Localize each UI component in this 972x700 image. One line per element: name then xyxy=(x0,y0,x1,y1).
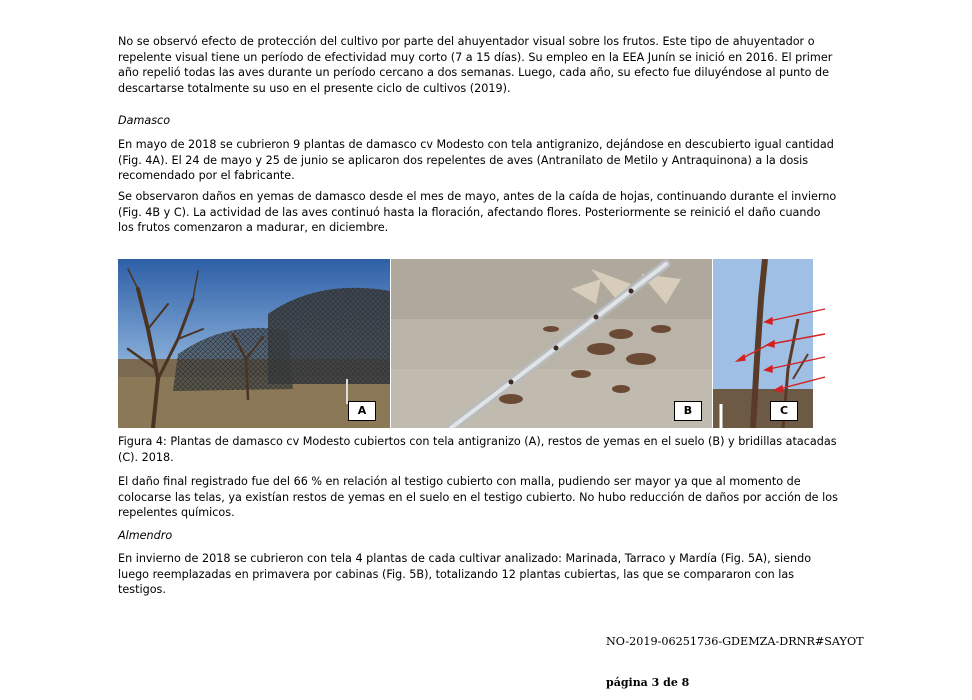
figure-label-a: A xyxy=(348,401,376,421)
paragraph-damasco-danos xyxy=(118,189,838,236)
paragraph-damasco-cobertura xyxy=(118,137,838,184)
heading-damasco xyxy=(118,113,838,129)
paragraph-almendro xyxy=(118,551,838,598)
paragraph-text: Se observaron daños en yemas de damasco desde el mes de mayo, antes de la caída de hojas, continuando durante el invierno (Fig. 4B y C). La actividad de las aves continuó hasta la floración, afectando flores. Posteriormente se reinició el daño cuando los frutos comenzaron a madurar, en diciembre. xyxy=(118,190,837,235)
paragraph-text: En invierno de 2018 se cubrieron con tela 4 plantas de cada cultivar analizado: Marinada, Tarraco y Mardía (Fig. 5A), siendo luego reemplazadas en primavera por cabinas (Fig. 5B), totalizando 12 plantas cubiertas, las que se compararon con las testigos. xyxy=(118,552,812,597)
page-number: página 3 de 8 xyxy=(606,676,690,689)
figure-4a-photo xyxy=(118,259,390,428)
heading-text: Damasco xyxy=(118,114,171,127)
heading-text: Almendro xyxy=(118,529,173,542)
paragraph-ahuyentador xyxy=(118,34,838,96)
document-code: NO-2019-06251736-GDEMZA-DRNR#SAYOT xyxy=(606,635,864,648)
figure-label-c: C xyxy=(770,401,798,421)
figure-label-b: B xyxy=(674,401,702,421)
paragraph-text: El daño final registrado fue del 66 % en relación al testigo cubierto con malla, pudiendo ser mayor ya que al momento de colocarse las telas, ya existían restos de yemas en el suelo en el testigo cubierto. No hubo reducción de daños por acción de los repelentes químicos. xyxy=(118,475,838,520)
paragraph-damasco-resultado xyxy=(118,474,838,521)
paragraph-text: En mayo de 2018 se cubrieron 9 plantas de damasco cv Modesto con tela antigranizo, dejándose en descubierto igual cantidad (Fig. 4A). El 24 de mayo y 25 de junio se aplicaron dos repelentes de aves (Antranilato de Metilo y Antraquinona) a la dosis recomendado por el fabricante. xyxy=(118,138,834,183)
figure-4b-photo xyxy=(391,259,712,428)
paragraph-text: No se observó efecto de protección del cultivo por parte del ahuyentador visual sobre los frutos. Este tipo de ahuyentador o repelente visual tiene un período de efectividad muy corto (7 a 15 días). Su empleo en la EEA Junín se inició en 2016. El primer año repelió todas las aves durante un período cercano a dos semanas. Luego, cada año, su efecto fue diluyéndose al punto de descartarse totalmente su uso en el presente ciclo de cultivos (2019). xyxy=(118,35,833,95)
figure-caption xyxy=(118,434,838,465)
heading-almendro xyxy=(118,528,838,544)
caption-text: Figura 4: Plantas de damasco cv Modesto cubiertos con tela antigranizo (A), restos de yemas en el suelo (B) y bridillas atacadas (C). 2018. xyxy=(118,435,837,464)
